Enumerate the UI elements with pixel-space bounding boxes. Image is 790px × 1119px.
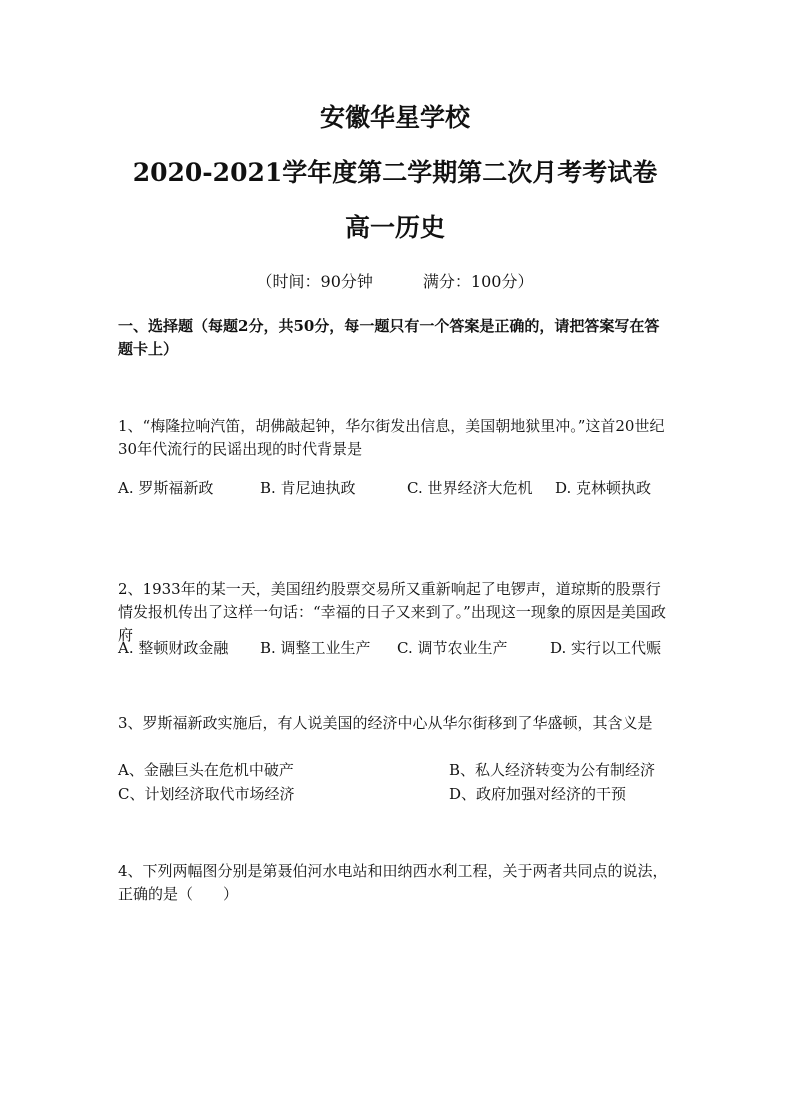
question-2-option-b: B. 调整工业生产 [260, 639, 371, 657]
question-3-options-row-1 [118, 758, 678, 782]
exam-score: 满分：100分） [422, 272, 534, 291]
question-1-option-a: A. 罗斯福新政 [118, 479, 214, 497]
question-3-options-row-2 [118, 782, 678, 806]
question-3-stem: 3、罗斯福新政实施后，有人说美国的经济中心从华尔街移到了华盛顿，其含义是 [118, 714, 653, 732]
question-3-option-d: D、政府加强对经济的干预 [449, 785, 627, 803]
school-name: 安徽华星学校 [319, 103, 470, 132]
section-heading: 一、选择题（每题2分，共50分，每一题只有一个答案是正确的，请把答案写在答题卡上） [118, 317, 660, 358]
exam-meta [0, 268, 790, 296]
question-3-option-b: B、私人经济转变为公有制经济 [449, 761, 656, 779]
exam-title: 2020-2021学年度第二学期第二次月考考试卷 [132, 158, 658, 187]
question-2-option-c: C. 调节农业生产 [397, 639, 508, 657]
question-2-stem: 2、1933年的某一天，美国纽约股票交易所又重新响起了电锣声，道琼斯的股票行情发报机传出了这样一句话：“幸福的日子又来到了。”出现这一现象的原因是美国政府 [118, 580, 666, 644]
question-2-option-d: D. 实行以工代赈 [550, 639, 662, 657]
question-4-stem: 4、下列两幅图分别是第聂伯河水电站和田纳西水利工程，关于两者共同点的说法，正确的是（ ） [118, 862, 668, 903]
question-3-option-a: A、金融巨头在危机中破产 [118, 761, 294, 779]
question-3-options [118, 758, 678, 806]
question-1-option-d: D. 克林顿执政 [555, 479, 652, 497]
question-2-option-a: A. 整顿财政金融 [118, 639, 229, 657]
exam-time: （时间：90分钟 [256, 272, 373, 291]
question-3-option-c: C、计划经济取代市场经济 [118, 785, 295, 803]
question-1-option-b: B. 肯尼迪执政 [260, 479, 356, 497]
subject-title: 高一历史 [344, 213, 445, 242]
question-1-stem: 1、“梅隆拉响汽笛，胡佛敲起钟，华尔街发出信息，美国朝地狱里冲。”这首20世纪30年代流行的民谣出现的时代背景是 [118, 417, 665, 458]
question-1-option-c: C. 世界经济大危机 [407, 479, 533, 497]
